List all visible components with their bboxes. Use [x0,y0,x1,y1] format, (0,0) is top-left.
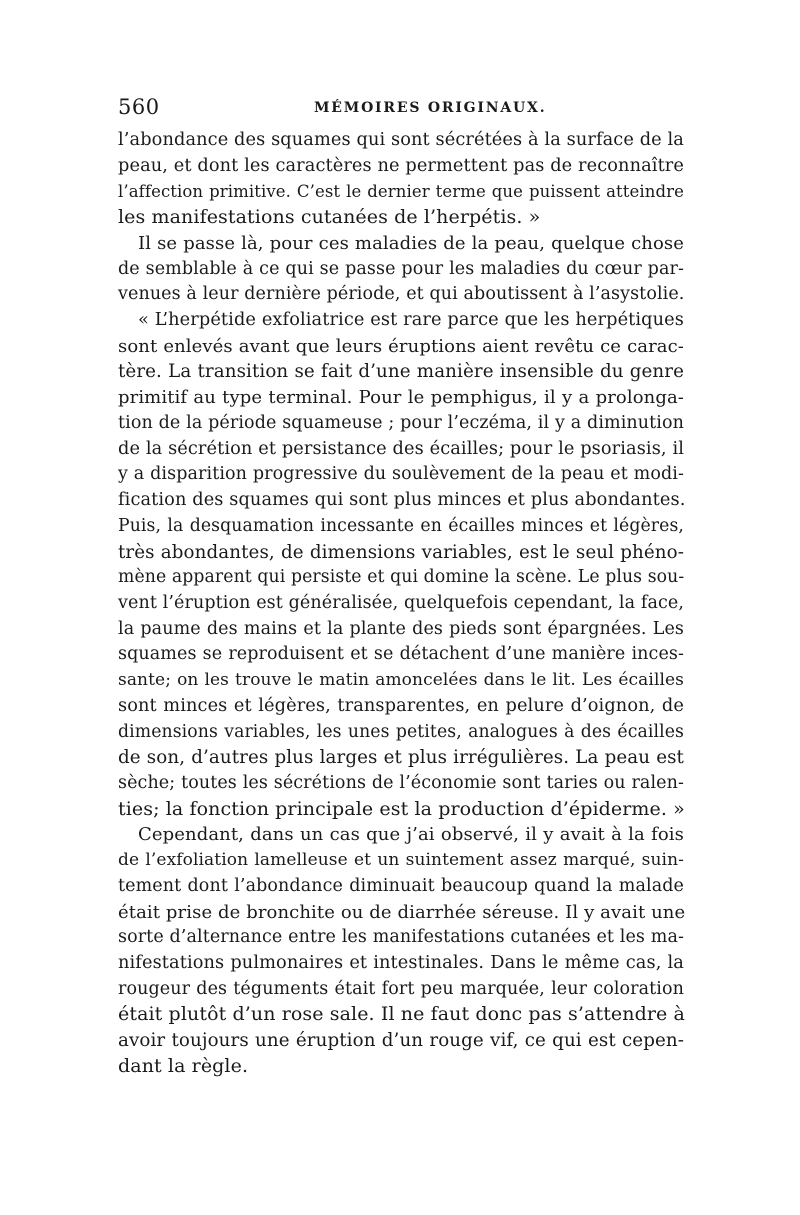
text-line: primitif au type terminal. Pour le pemphigus, il y a prolonga- [118,387,684,409]
paragraph-2 [118,231,684,308]
paragraph-3 [118,308,684,822]
text-line: Cependant, dans un cas que j’ai observé, il y avait à la fois [138,824,684,846]
text-line: les manifestations cutanées de l’herpétis. » [118,206,541,229]
text-line: fication des squames qui sont plus minces et plus abondantes. [118,490,686,511]
text-line: dimensions variables, les unes petites, analogues à des écailles [118,721,684,742]
text-line: tion de la période squameuse ; pour l’eczéma, il y a diminution [118,412,684,433]
text-line: Il se passe là, pour ces maladies de la peau, quelque chose [138,232,684,254]
text-line: de la sécrétion et persistance des écailles; pour le psoriasis, il [118,438,684,459]
paragraph-4 [118,822,684,1079]
text-line: avoir toujours une éruption d’un rouge vif, ce qui est cepen- [118,1030,684,1052]
text-line: tère. La transition se fait d’une manière insensible du genre [118,361,684,383]
text-line: sèche; toutes les sécrétions de l’économie sont taries ou ralen- [118,772,684,793]
text-line: mène apparent qui persiste et qui domine la scène. Le plus sou- [118,567,685,588]
text-line: sont enlevés avant que leurs éruptions aient revêtu ce carac- [118,335,684,357]
text-line: sont minces et légères, transparentes, en pelure d’oignon, de [118,695,684,716]
running-head [118,95,684,125]
text-line: très abondantes, de dimensions variables, est le seul phéno- [118,541,684,563]
running-title: MÉMOIRES ORIGINAUX. [314,100,547,116]
text-line: vent l’éruption est généralisée, quelquefois cependant, la face, [118,592,684,613]
text-line: de l’exfoliation lamelleuse et un suintement assez marqué, suin- [118,850,684,871]
paragraph-1 [118,128,684,231]
text-line: venues à leur dernière période, et qui aboutissent à l’asystolie. [118,284,685,305]
text-line: ties; la fonction principale est la production d’épiderme. » [118,797,685,820]
page-number: 560 [118,95,160,119]
text-line: squames se reproduisent et se détachent d’une manière inces- [118,644,684,665]
text-line: tement dont l’abondance diminuait beaucoup quand la malade [118,875,684,896]
text-line: de semblable à ce qui se passe pour les maladies du cœur par- [118,258,684,279]
text-line: l’abondance des squames qui sont sécrétées à la surface de la [118,130,684,150]
text-line: était prise de bronchite ou de diarrhée séreuse. Il y avait une [118,901,686,923]
text-line: sante; on les trouve le matin amoncelées dans le lit. Les écailles [118,670,684,691]
body-text [118,128,684,1080]
text-line: la paume des mains et la plante des pieds sont épargnées. Les [118,618,684,639]
text-line: y a disparition progressive du soulèvement de la peau et modi- [118,464,684,485]
text-line: nifestations pulmonaires et intestinales. Dans le même cas, la [118,953,684,973]
text-line: Puis, la desquamation incessante en écailles minces et légères, [118,515,684,536]
text-line: de son, d’autres plus larges et plus irrégulières. La peau est [118,747,684,769]
text-line: sorte d’alternance entre les manifestations cutanées et les ma- [118,927,684,948]
text-line: rougeur des téguments était fort peu marquée, leur coloration [118,978,684,999]
text-line: « L’herpétide exfoliatrice est rare parce que les herpétiques [138,310,684,331]
text-line: dant la règle. [118,1054,249,1077]
text-line: était plutôt d’un rose sale. Il ne faut donc pas s’attendre à [118,1003,685,1026]
text-line: peau, et dont les caractères ne permettent pas de reconnaître [118,155,684,176]
text-line: l’affection primitive. C’est le dernier terme que puissent atteindre [118,182,684,202]
